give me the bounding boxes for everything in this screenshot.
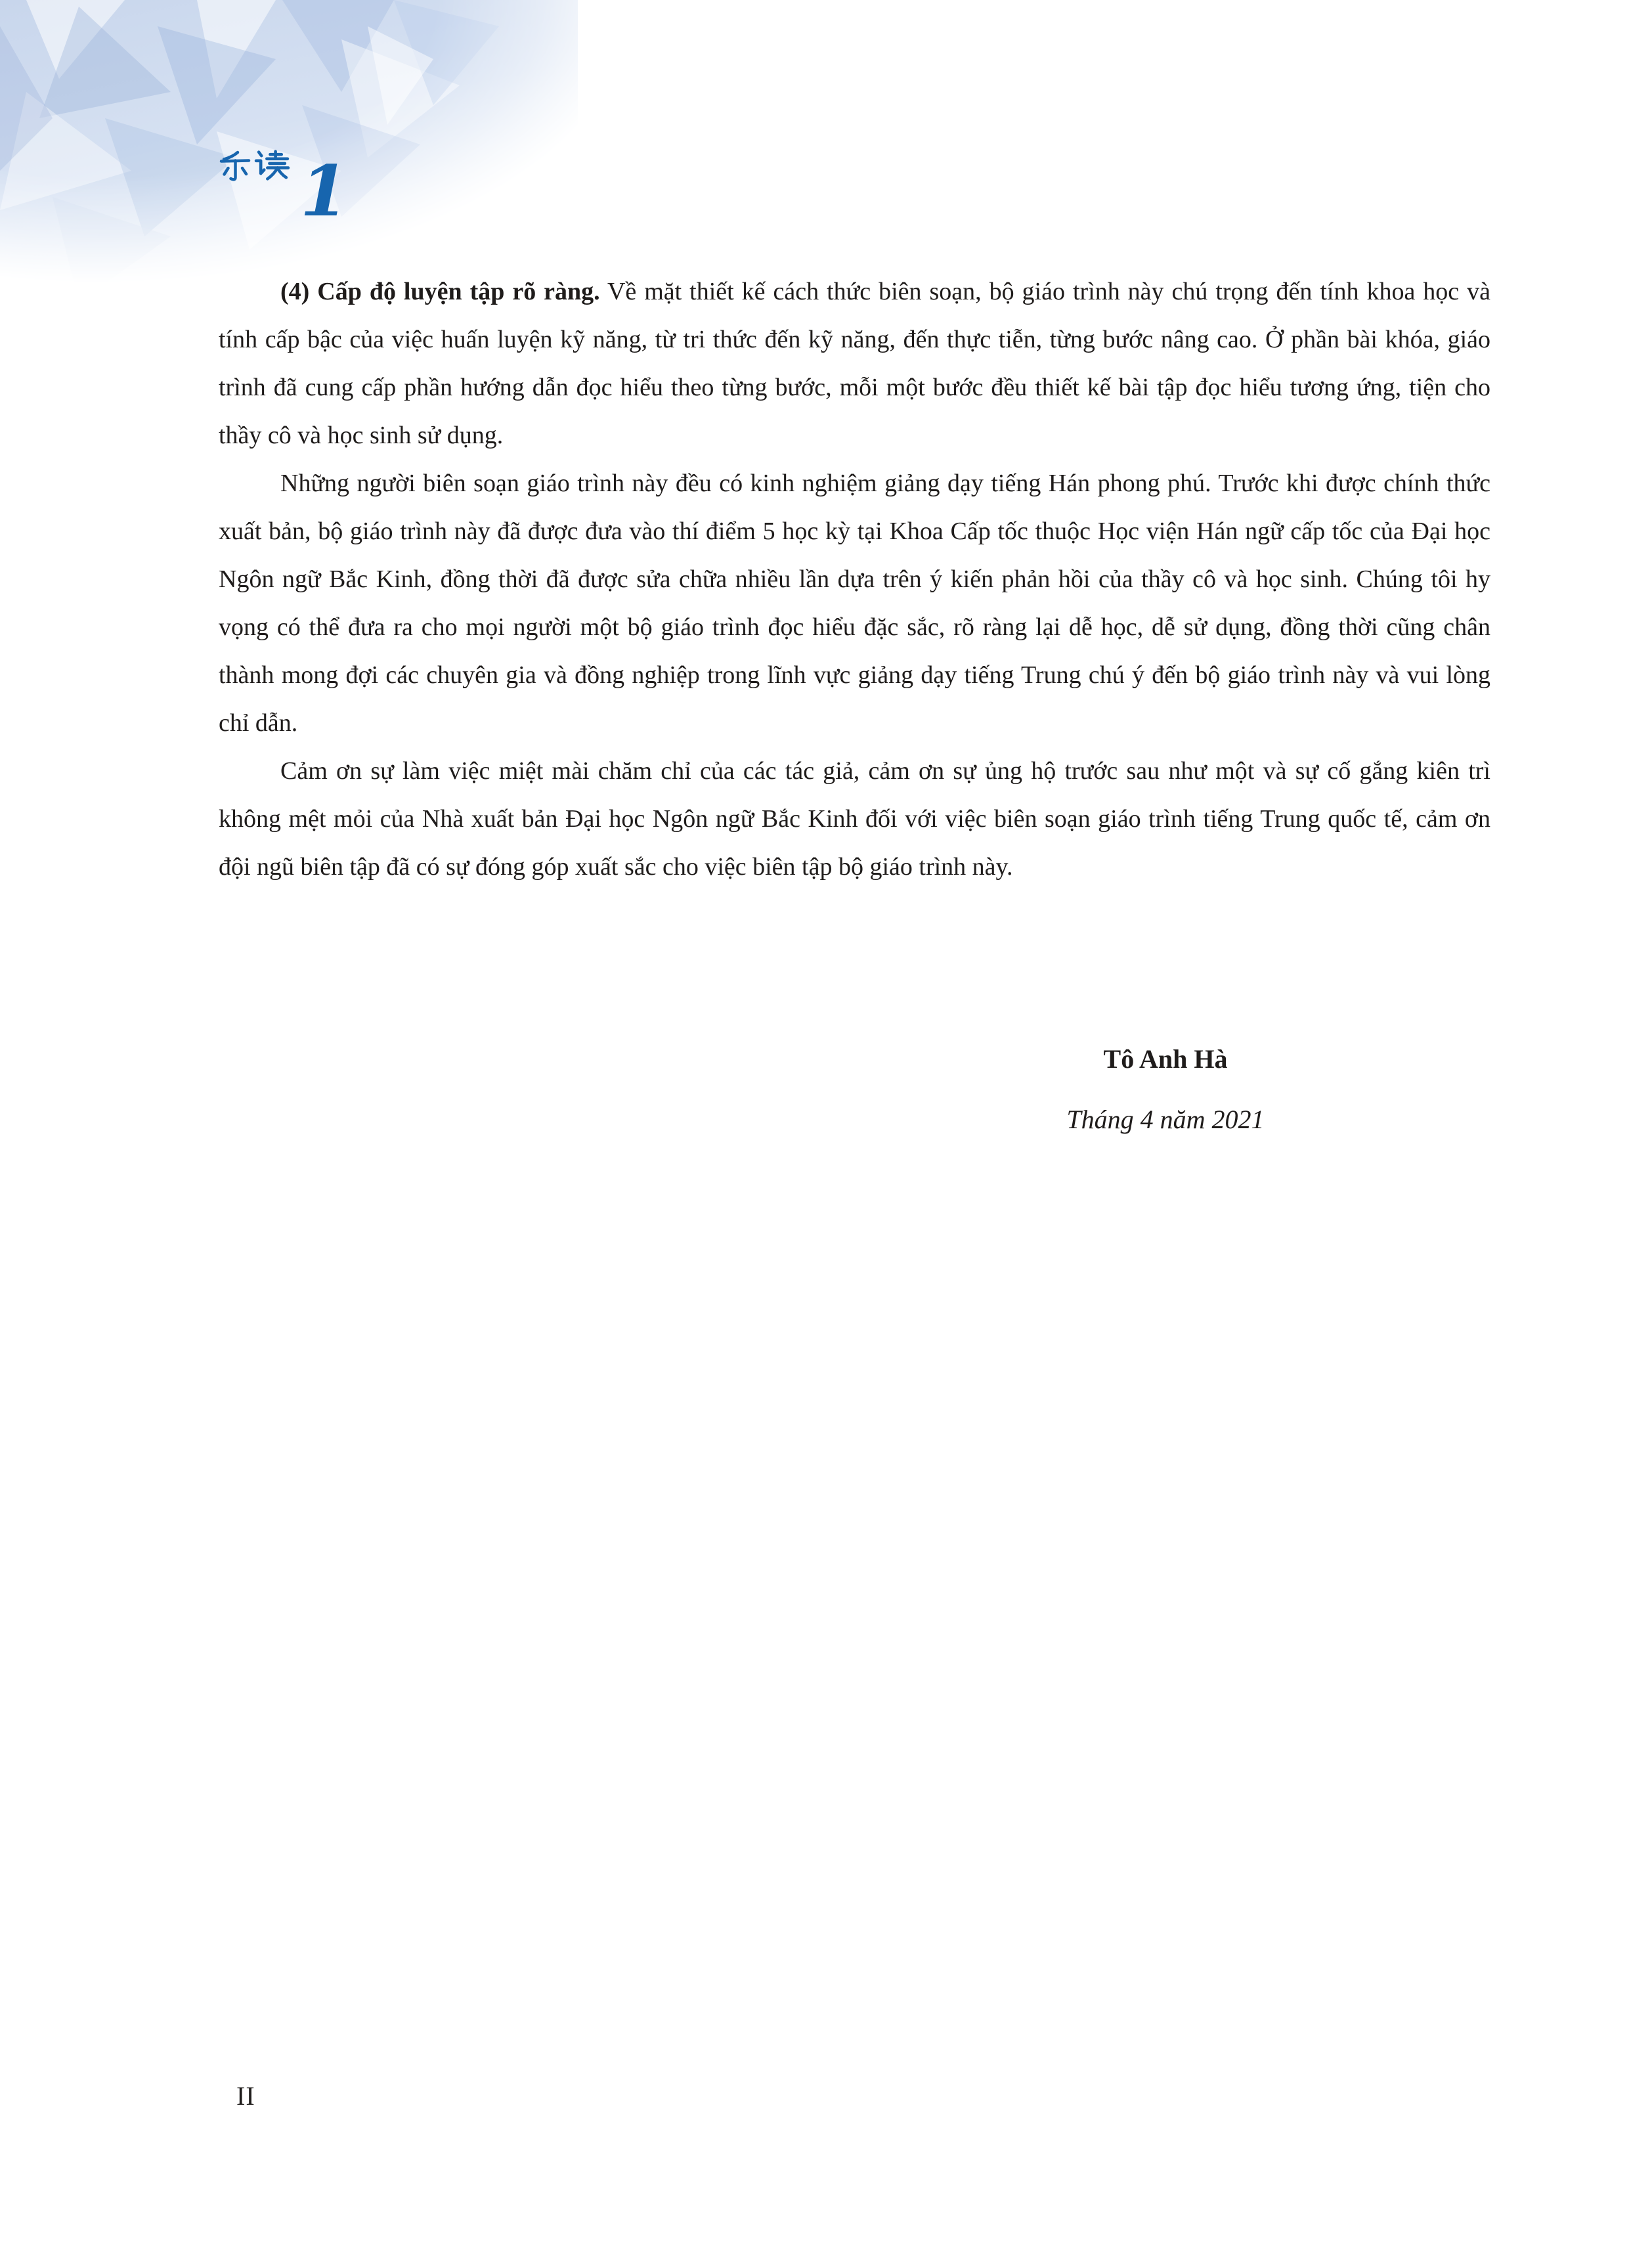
signature-author-name: Tô Anh Hà (1103, 1044, 1228, 1074)
logo-volume-number: 1 (300, 150, 349, 232)
preface-text (219, 268, 1490, 891)
signature-date: Tháng 4 năm 2021 (1066, 1105, 1265, 1134)
paragraph-1 (219, 268, 1490, 460)
page-number: II (236, 2081, 255, 2111)
du-character-glyph (254, 148, 291, 185)
paragraph-1-bold-lead: (4) Cấp độ luyện tập rõ ràng. (280, 278, 600, 305)
le-character-glyph (219, 148, 251, 185)
paragraph-1-body: Về mặt thiết kế cách thức biên soạn, bộ giáo trình này chú trọng đến tính khoa học và tính cấp bậc của việc huấn luyện kỹ năng, từ tri thức đến kỹ năng, đến thực tiễn, từng bước nâng cao. Ở phần bài khóa, giáo trình đã cung cấp phần hướng dẫn đọc hiểu theo từng bước, mỗi một bước đều thiết kế bài tập đọc hiểu tương ứng, tiện cho thầy cô và học sinh sử dụng. (219, 278, 1490, 449)
book-logo (219, 148, 349, 232)
logo-chinese-characters-ledu (219, 148, 291, 185)
paragraph-2: Những người biên soạn giáo trình này đều có kinh nghiệm giảng dạy tiếng Hán phong phú. Trước khi được chính thức xuất bản, bộ giáo trình này đã được đưa vào thí điểm 5 học kỳ tại Khoa Cấp tốc thuộc Học viện Hán ngữ cấp tốc của Đại học Ngôn ngữ Bắc Kinh, đồng thời đã được sửa chữa nhiều lần dựa trên ý kiến phản hồi của thầy cô và học sinh. Chúng tôi hy vọng có thể đưa ra cho mọi người một bộ giáo trình đọc hiểu đặc sắc, rõ ràng lại dễ học, dễ sử dụng, đồng thời cũng chân thành mong đợi các chuyên gia và đồng nghiệp trong lĩnh vực giảng dạy tiếng Trung chú ý đến bộ giáo trình này và vui lòng chỉ dẫn. (219, 470, 1490, 737)
paragraph-3: Cảm ơn sự làm việc miệt mài chăm chỉ của các tác giả, cảm ơn sự ủng hộ trước sau như một và sự cố gắng kiên trì không mệt mỏi của Nhà xuất bản Đại học Ngôn ngữ Bắc Kinh đối với việc biên soạn giáo trình tiếng Trung quốc tế, cảm ơn đội ngũ biên tập đã có sự đóng góp xuất sắc cho việc biên tập bộ giáo trình này. (219, 757, 1490, 881)
